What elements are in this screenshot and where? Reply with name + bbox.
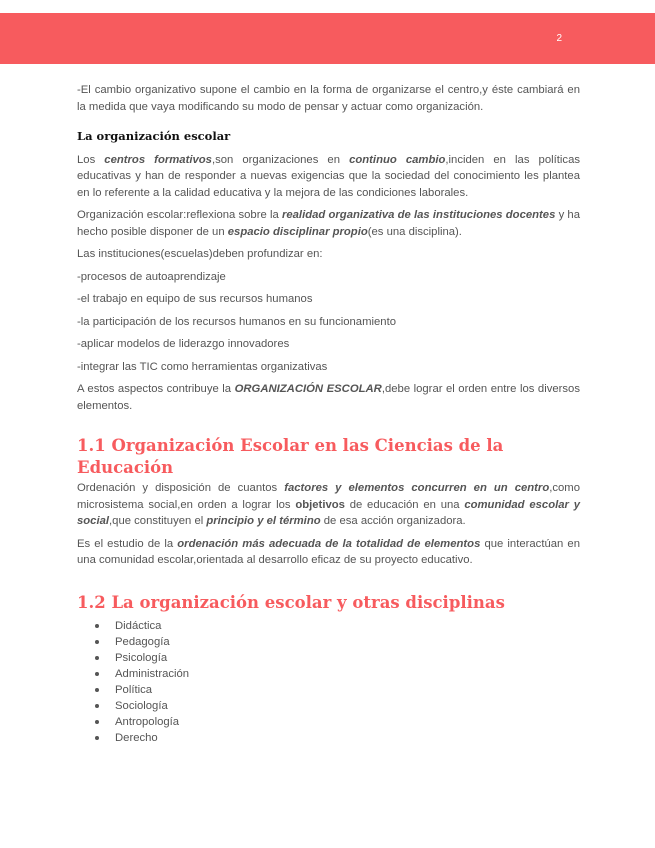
- paragraph-aspectos: A estos aspectos contribuye la ORGANIZACIÓN ESCOLAR,debe lograr el orden entre los diversos elementos.: [77, 383, 580, 412]
- dash-list: [77, 269, 580, 376]
- bullet-icon: [95, 624, 99, 628]
- disciplines-list: [77, 618, 580, 746]
- list-item: Antropología: [95, 714, 580, 730]
- list-item: Psicología: [95, 650, 580, 666]
- section-1-paragraph-1: Ordenación y disposición de cuantos factores y elementos concurren en un centro,como microsistema social,en orden a lograr los objetivos de educación en una comunidad escolar y social,que constituyen el principio y el término de esa acción organizadora.: [77, 482, 580, 527]
- document-body: [77, 82, 580, 746]
- bullet-icon: [95, 704, 99, 708]
- list-item: Política: [95, 682, 580, 698]
- dash-item: -aplicar modelos de liderazgo innovadores: [77, 338, 290, 350]
- list-item: Sociología: [95, 698, 580, 714]
- paragraph-organizacion: Organización escolar:reflexiona sobre la realidad organizativa de las instituciones docentes y ha hecho posible disponer de un espacio disciplinar propio(es una disciplina).: [77, 209, 580, 238]
- page-number: 2: [556, 33, 562, 44]
- list-item: Administración: [95, 666, 580, 682]
- paragraph-centros: Los centros formativos,son organizaciones en continuo cambio,inciden en las políticas educativas y han de responder a nuevas exigencias que la sociedad del conocimiento les plantea en lo referente a la calidad educativa y la mejora de las condiciones laborales.: [77, 153, 580, 199]
- intro-paragraph: -El cambio organizativo supone el cambio en la forma de organizarse el centro,y éste cambiará en la medida que vaya modificando su modo de pensar y actuar como organización.: [77, 84, 580, 113]
- list-item: Pedagogía: [95, 634, 580, 650]
- page-header-band: [0, 13, 655, 64]
- dash-item: -integrar las TIC como herramientas organizativas: [77, 360, 328, 373]
- bullet-icon: [95, 656, 99, 660]
- bullet-icon: [95, 672, 99, 676]
- bullet-icon: [95, 688, 99, 692]
- section-1-paragraph-2: Es el estudio de la ordenación más adecuada de la totalidad de elementos que interactúan en una comunidad escolar,orientada al desarrollo eficaz de su proyecto educativo.: [77, 537, 580, 566]
- section-1-heading: 1.1 Organización Escolar en las Ciencias de la Educación: [77, 436, 504, 477]
- bullet-icon: [95, 640, 99, 644]
- paragraph-instituciones: Las instituciones(escuelas)deben profundizar en:: [77, 248, 323, 260]
- dash-item: -la participación de los recursos humanos en su funcionamiento: [77, 315, 396, 328]
- section-2-heading: 1.2 La organización escolar y otras disciplinas: [77, 592, 505, 612]
- subheading: La organización escolar: [77, 129, 231, 143]
- dash-item: -procesos de autoaprendizaje: [77, 270, 226, 283]
- bullet-icon: [95, 720, 99, 724]
- bullet-icon: [95, 736, 99, 740]
- list-item: Derecho: [95, 730, 580, 746]
- list-item: Didáctica: [95, 618, 580, 634]
- dash-item: -el trabajo en equipo de sus recursos humanos: [77, 293, 313, 305]
